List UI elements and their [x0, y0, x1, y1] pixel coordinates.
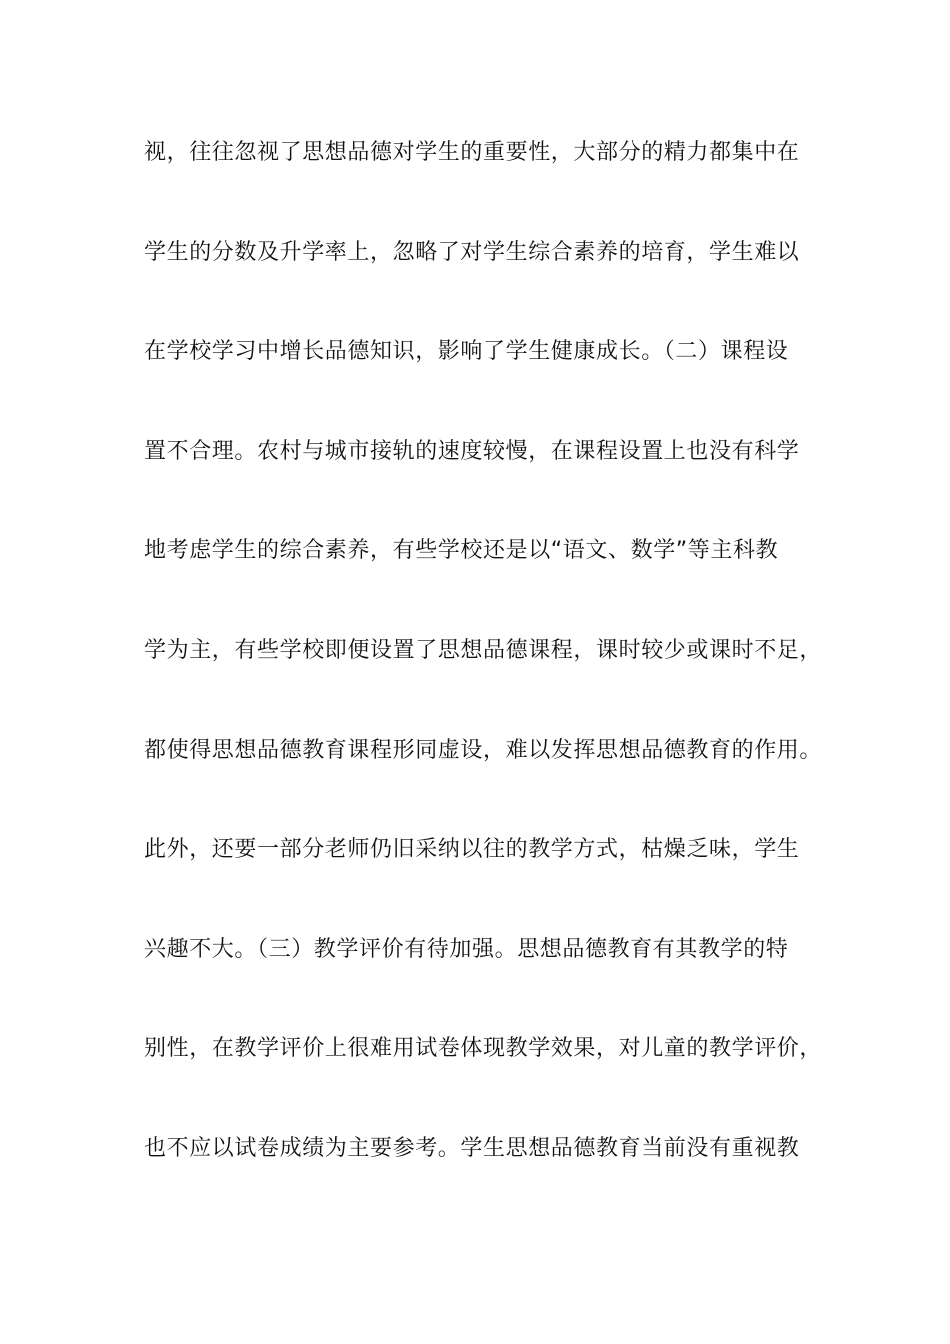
text-line: 学为主，有些学校即便设置了思想品德课程，课时较少或课时不足， [144, 637, 823, 663]
text-line: 也不应以试卷成绩为主要参考。学生思想品德教育当前没有重视教 [144, 1135, 800, 1161]
text-line: 在学校学习中增长品德知识，影响了学生健康成长。（二）课程设 [144, 339, 789, 365]
text-line: 此外，还要一部分老师仍旧采纳以往的教学方式，枯燥乏味，学生 [144, 837, 800, 863]
text-line: 学生的分数及升学率上，忽略了对学生综合素养的培育，学生难以 [144, 239, 800, 265]
text-line: 置不合理。农村与城市接轨的速度较慢，在课程设置上也没有科学 [144, 438, 800, 464]
text-line: 别性，在教学评价上很难用试卷体现教学效果，对儿童的教学评价， [144, 1036, 823, 1062]
body-text [144, 134, 834, 1230]
text-line: 都使得思想品德教育课程形同虚设，难以发挥思想品德教育的作用。 [144, 737, 823, 763]
text-line: 地考虑学生的综合素养，有些学校还是以“语文、数学”等主科教 [144, 538, 779, 564]
text-line: 视，往往忽视了思想品德对学生的重要性，大部分的精力都集中在 [144, 140, 800, 165]
text-line: 兴趣不大。（三）教学评价有待加强。思想品德教育有其教学的特 [144, 936, 789, 962]
